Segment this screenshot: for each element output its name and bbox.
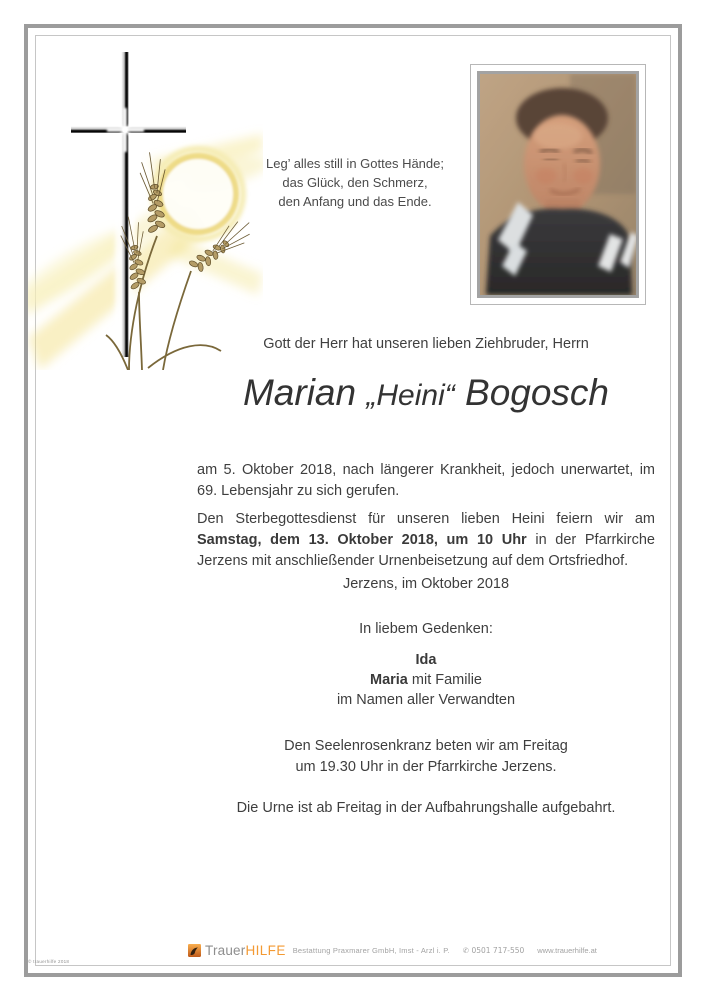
deceased-first-name: Marian	[242, 372, 367, 413]
memorial-artwork	[28, 38, 263, 370]
death-notice-paragraph: am 5. Oktober 2018, nach längerer Krankheit, jedoch unerwartet, im 69. Lebensjahr zu sich gerufen.	[197, 461, 655, 499]
memorial-verse	[230, 154, 480, 211]
mourner-line: Maria mit Familie	[369, 672, 482, 688]
urn-note: Die Urne ist ab Freitag in der Aufbahrungshalle aufgebahrt.	[236, 800, 616, 816]
service-date-time: Samstag, dem 13. Oktober 2018, um 10 Uhr	[197, 531, 527, 548]
mourners-list	[195, 650, 657, 710]
portrait-photo	[477, 71, 639, 298]
deceased-name	[165, 372, 687, 414]
watermark-text: © trauerhilfe 2018	[28, 959, 70, 964]
service-paragraph	[197, 509, 655, 572]
mourner-line: im Namen aller Verwandten	[336, 692, 516, 708]
announcement-intro: Gott der Herr hat unseren lieben Ziehbruder, Herrn	[263, 336, 589, 352]
portrait-photo-frame	[470, 64, 646, 305]
mourner-line: Ida	[415, 652, 437, 668]
trauerhilfe-logo-icon	[188, 944, 201, 957]
dateline: Jerzens, im Oktober 2018	[342, 576, 510, 592]
footer-phone: ✆ 0501 717-550	[462, 945, 525, 955]
footer-website: www.trauerhilfe.at	[537, 945, 597, 955]
footer-company: Bestattung Praxmarer GmbH, Imst - Arzl i. P.	[292, 945, 450, 955]
deceased-nickname: „Heini“	[366, 379, 455, 412]
service-text-pre: Den Sterbegottesdienst für unseren lieben Heini feiern wir am	[197, 510, 655, 527]
verse-line: das Glück, den Schmerz,	[282, 175, 428, 190]
service-text-post: in der Pfarrkirche Jerzens mit anschließender Urnenbeisetzung auf dem Ortsfriedhof.	[197, 531, 655, 569]
logo-text-hilfe: HILFE	[245, 942, 286, 958]
verse-line: Leg’ alles still in Gottes Hände;	[265, 156, 444, 171]
trauerhilfe-footer	[188, 942, 597, 958]
gedenken-heading: In liebem Gedenken:	[359, 621, 493, 637]
verse-line: den Anfang und das Ende.	[278, 194, 432, 209]
logo-text-trauer: Trauer	[205, 942, 246, 958]
portrait-photo-image	[480, 74, 636, 295]
rosary-note: Den Seelenrosenkranz beten wir am Freitag um 19.30 Uhr in der Pfarrkirche Jerzens.	[284, 738, 568, 775]
deceased-last-name: Bogosch	[454, 372, 610, 413]
